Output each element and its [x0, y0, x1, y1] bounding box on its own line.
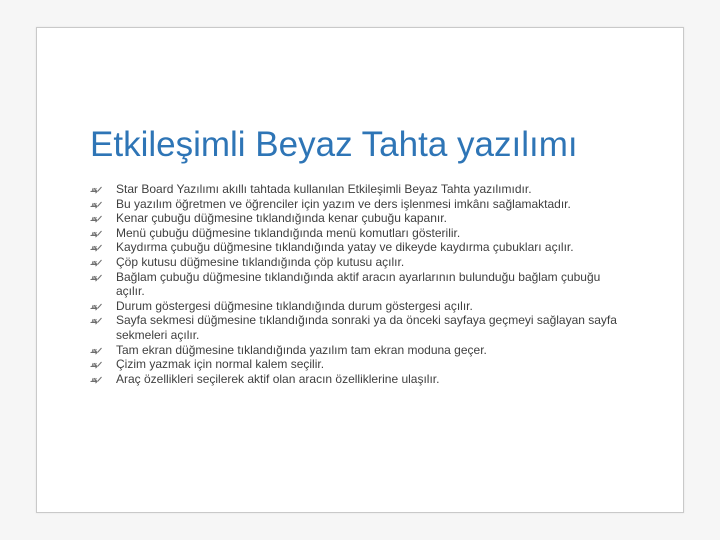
bullet-text: Çizim yazmak için normal kalem seçilir. [116, 357, 325, 372]
bullet-text: Kenar çubuğu düğmesine tıklandığında kenar çubuğu kapanır. [116, 211, 447, 226]
bullet-text: Sayfa sekmesi düğmesine tıklandığında sonraki ya da önceki sayfaya geçmeyi sağlayan sayfa sekmeleri açılır. [116, 313, 617, 342]
slide-title: Etkileşimli Beyaz Tahta yazılımı [90, 125, 578, 164]
feather-arrow-icon [90, 214, 102, 223]
bullet-text: Kaydırma çubuğu düğmesine tıklandığında yatay ve dikeyde kaydırma çubukları açılır. [116, 240, 574, 255]
bullet-item [90, 343, 630, 358]
bullet-item [90, 313, 630, 342]
feather-arrow-icon [90, 229, 102, 238]
bullet-text: Star Board Yazılımı akıllı tahtada kullanılan Etkileşimli Beyaz Tahta yazılımıdır. [116, 182, 532, 196]
bullet-list [90, 182, 630, 386]
bullet-item [90, 299, 630, 314]
feather-arrow-icon [90, 302, 102, 311]
bullet-item [90, 240, 630, 255]
bullet-item [90, 372, 630, 387]
bullet-text: Araç özellikleri seçilerek aktif olan aracın özelliklerine ulaşılır. [116, 371, 440, 386]
bullet-item [90, 357, 630, 372]
bullet-item [90, 197, 630, 212]
feather-arrow-icon [90, 185, 102, 194]
bullet-text: Durum göstergesi düğmesine tıklandığında durum göstergesi açılır. [116, 298, 473, 313]
bullet-text: Çöp kutusu düğmesine tıklandığında çöp kutusu açılır. [116, 254, 405, 269]
feather-arrow-icon [90, 346, 102, 355]
bullet-text: Menü çubuğu düğmesine tıklandığında menü komutları gösterilir. [116, 225, 461, 240]
bullet-text: Bu yazılım öğretmen ve öğrenciler için yazım ve ders işlenmesi imkânı sağlamaktadır. [116, 196, 571, 211]
bullet-item [90, 255, 630, 270]
feather-arrow-icon [90, 200, 102, 209]
bullet-item [90, 270, 630, 299]
feather-arrow-icon [90, 375, 102, 384]
feather-arrow-icon [90, 316, 102, 325]
bullet-item [90, 182, 630, 197]
bullet-text: Tam ekran düğmesine tıklandığında yazılım tam ekran moduna geçer. [116, 342, 487, 357]
bullet-item [90, 211, 630, 226]
bullet-item [90, 226, 630, 241]
feather-arrow-icon [90, 243, 102, 252]
feather-arrow-icon [90, 258, 102, 267]
feather-arrow-icon [90, 273, 102, 282]
feather-arrow-icon [90, 360, 102, 369]
bullet-text: Bağlam çubuğu düğmesine tıklandığında aktif aracın ayarlarının bulunduğu bağlam çubuğu açılır. [116, 269, 601, 299]
